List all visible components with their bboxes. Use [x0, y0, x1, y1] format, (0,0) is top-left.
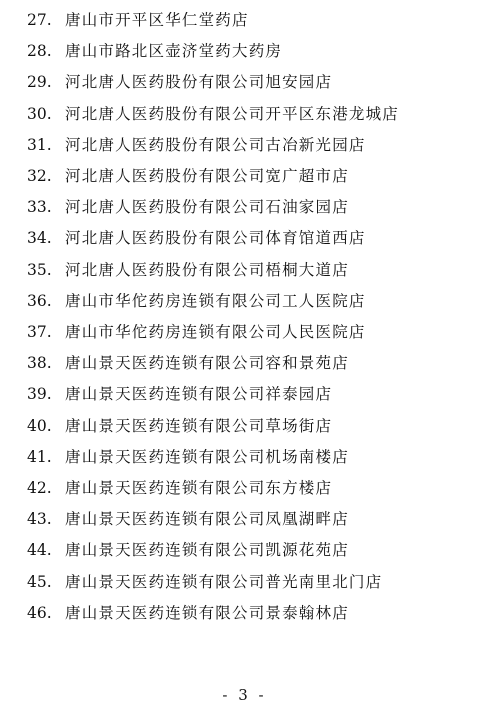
- list-item: [27, 537, 349, 563]
- list-item: [27, 225, 366, 251]
- list-item-number: 34.: [27, 229, 52, 248]
- list-item-number: 39.: [27, 385, 52, 404]
- list-item-text: 河北唐人医药股份有限公司旭安园店: [65, 73, 333, 92]
- list-item-text: 唐山市开平区华仁堂药店: [65, 11, 249, 29]
- list-item-number: 29.: [27, 73, 52, 92]
- list-item: [27, 38, 282, 64]
- list-item-text: 唐山景天医药连锁有限公司东方楼店: [65, 479, 333, 497]
- list-item-number: 27.: [27, 11, 52, 29]
- list-item-text: 河北唐人医药股份有限公司开平区东港龙城店: [65, 104, 400, 123]
- list-item-text: 河北唐人医药股份有限公司体育馆道西店: [65, 229, 366, 248]
- list-item-number: 30.: [27, 104, 52, 123]
- list-item-number: 31.: [27, 135, 52, 154]
- list-item-number: 42.: [27, 479, 52, 497]
- list-item-text: 唐山景天医药连锁有限公司普光南里北门店: [65, 572, 383, 591]
- list-item-number: 46.: [27, 603, 52, 622]
- list-item: [27, 506, 349, 532]
- list-item-text: 唐山景天医药连锁有限公司凯源花苑店: [65, 541, 349, 560]
- list-item: [27, 569, 382, 595]
- list-item-text: 唐山景天医药连锁有限公司草场街店: [65, 416, 333, 435]
- list-item-number: 32.: [27, 167, 52, 185]
- list-item-text: 河北唐人医药股份有限公司石油家园店: [65, 198, 349, 217]
- list-item-number: 45.: [27, 572, 52, 591]
- list-item: [27, 101, 399, 127]
- list-item-text: 唐山市华佗药房连锁有限公司人民医院店: [65, 323, 366, 341]
- list-item-text: 河北唐人医药股份有限公司宽广超市店: [65, 167, 349, 185]
- list-item-text: 唐山景天医药连锁有限公司机场南楼店: [65, 447, 349, 466]
- list-item-text: 唐山景天医药连锁有限公司容和景苑店: [65, 354, 349, 373]
- list-item-text: 唐山景天医药连锁有限公司凤凰湖畔店: [65, 510, 349, 529]
- list-item: [27, 194, 349, 220]
- list-item: [27, 475, 332, 501]
- list-item: [27, 350, 349, 376]
- list-item-number: 28.: [27, 42, 52, 61]
- list-item-text: 河北唐人医药股份有限公司古冶新光园店: [65, 135, 366, 154]
- list-item: [27, 7, 249, 33]
- list-item-number: 36.: [27, 291, 52, 310]
- list-item-number: 33.: [27, 198, 52, 217]
- list-item: [27, 381, 332, 407]
- list-item: [27, 69, 332, 95]
- list-item-text: 唐山景天医药连锁有限公司祥泰园店: [65, 385, 333, 404]
- list-item: [27, 600, 349, 626]
- list-item-text: 唐山市华佗药房连锁有限公司工人医院店: [65, 291, 366, 310]
- list-item: [27, 163, 349, 189]
- list-item-number: 40.: [27, 416, 52, 435]
- list-item-number: 38.: [27, 354, 52, 373]
- list-item-text: 唐山景天医药连锁有限公司景泰翰林店: [65, 603, 349, 622]
- list-item: [27, 319, 366, 345]
- page-number: - 3 -: [222, 686, 267, 704]
- list-item: [27, 257, 349, 283]
- list-item: [27, 132, 366, 158]
- list-item-text: 河北唐人医药股份有限公司梧桐大道店: [65, 260, 349, 279]
- list-item: [27, 413, 332, 439]
- list-item: [27, 288, 366, 314]
- list-item-number: 37.: [27, 323, 52, 341]
- list-item-text: 唐山市路北区壶济堂药大药房: [65, 42, 283, 61]
- list-item-number: 35.: [27, 260, 52, 279]
- list-item-number: 41.: [27, 447, 52, 466]
- list-item-number: 44.: [27, 541, 52, 560]
- list-item: [27, 444, 349, 470]
- list-item-number: 43.: [27, 510, 52, 529]
